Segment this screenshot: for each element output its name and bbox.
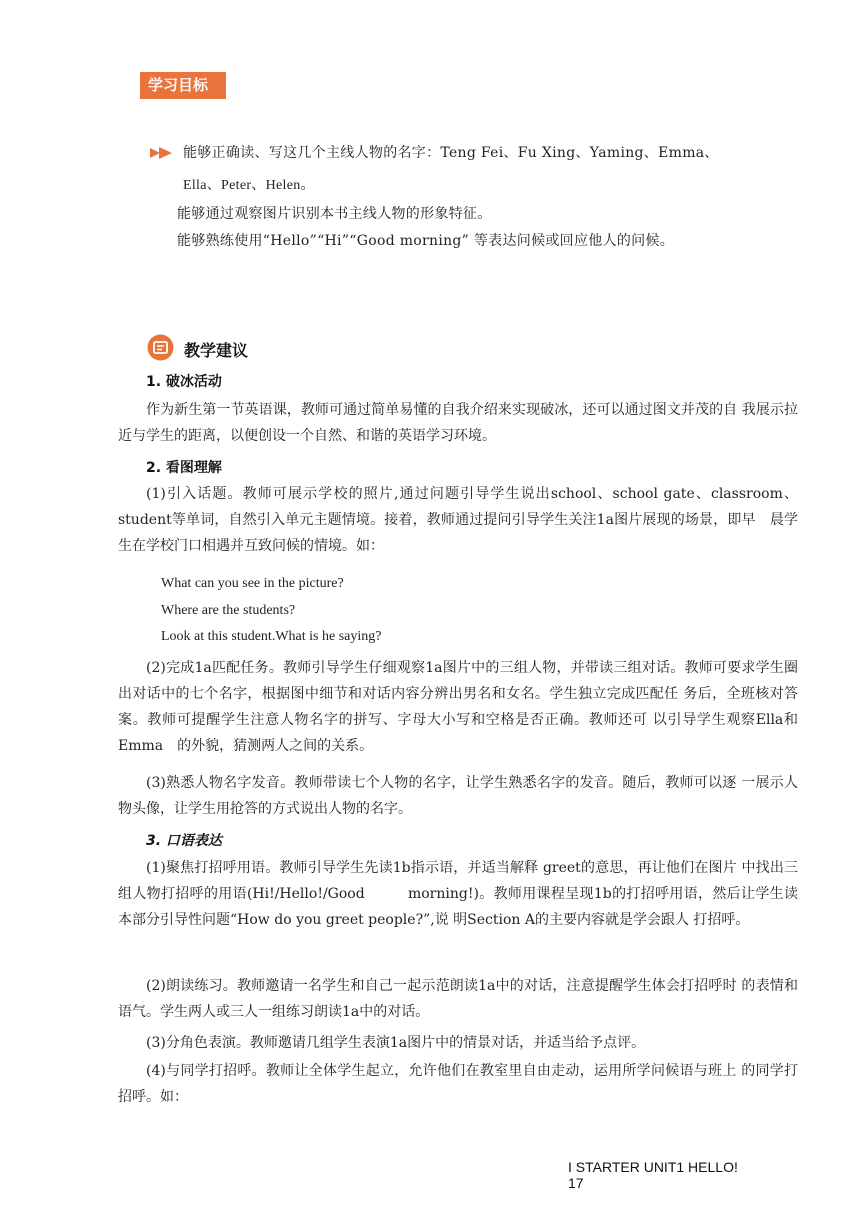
question-3: Look at this student.What is he saying? (161, 629, 382, 644)
teaching-suggestion-icon (147, 334, 174, 361)
question-1: What can you see in the picture? (161, 576, 344, 591)
footer-unit-title: I STARTER UNIT1 HELLO! (568, 1159, 738, 1175)
objective-line-4: 能够熟练使用“Hello”“Hi”“Good morning” 等表达问候或回应他人的问候。 (177, 233, 675, 249)
paragraph-name-pronunciation: (3)熟悉人物名字发音。教师带读七个人物的名字，让学生熟悉名字的发音。随后，教师可以逐 一展示人物头像，让学生用抢答的方式说出人物的名字。 (118, 775, 798, 817)
paragraph-icebreaker: 作为新生第一节英语课，教师可通过简单易懂的自我介绍来实现破冰，还可以通过图文并茂的自 我展示拉近与学生的距离，以便创设一个自然、和谐的英语学习环境。 (118, 402, 798, 444)
paragraph-matching-task: (2)完成1a匹配任务。教师引导学生仔细观察1a图片中的三组人物，并带读三组对话。教师可要求学生圈出对话中的七个名字，根据图中细节和对话内容分辨出男名和女名。学生独立完成匹配任 务后，全班核对答案。教师可提醒学生注意人物名字的拼写、字母大小写和空格是否正确。教师还可 以引导学生观察Ella和Emma 的外貌，猜测两人之间的关系。 (118, 660, 798, 754)
paragraph-greeting-phrases: (1)聚焦打招呼用语。教师引导学生先读1b指示语，并适当解释 greet的意思，再让他们在图片 中找出三组人物打招呼的用语(Hi!/Hello!/Good morning!)。教师用课程呈现1b的打招呼用语，然后让学生读本部分引导性问题“How do you greet people?”,说 明Section A的主要内容就是学会跟人 打招呼。 (118, 860, 798, 928)
question-2: Where are the students? (161, 603, 296, 618)
paragraph-introduce-topic: (1)引入话题。教师可展示学校的照片,通过问题引导学生说出school、school gate、classroom、student等单词，自然引入单元主题情境。接着，教师通过提问引导学生关注1a图片展现的场景，即早 晨学生在学校门口相遇并互致问候的情境。如： (118, 486, 798, 554)
heading-picture-comprehension: 2. 看图理解 (146, 460, 222, 476)
paragraph-greet-classmates: (4)与同学打招呼。教师让全体学生起立，允许他们在教室里自由走动，运用所学问候语与班上 的同学打招呼。如： (118, 1063, 798, 1105)
arrow-bullet-icon (150, 145, 174, 161)
objective-line-2: Ella、Peter、Helen。 (183, 178, 315, 193)
paragraph-role-play: (3)分角色表演。教师邀请几组学生表演1a图片中的情景对话，并适当给予点评。 (146, 1035, 646, 1051)
paragraph-reading-practice: (2)朗读练习。教师邀请一名学生和自己一起示范朗读1a中的对话，注意提醒学生体会打招呼时 的表情和语气。学生两人或三人一组练习朗读1a中的对话。 (118, 978, 798, 1020)
objective-line-3: 能够通过观察图片识别本书主线人物的形象特征。 (177, 206, 492, 222)
objective-line-1: 能够正确读、写这几个主线人物的名字：Teng Fei、Fu Xing、Yaming、Emma、 (183, 145, 719, 161)
heading-oral-expression: 3. 口语表达 (146, 833, 222, 849)
section-title: 教学建议 (184, 341, 249, 360)
page-number: 17 (568, 1175, 584, 1191)
heading-icebreaker: 1. 破冰活动 (146, 374, 222, 390)
learning-objectives-tag: 学习目标 (140, 72, 226, 99)
